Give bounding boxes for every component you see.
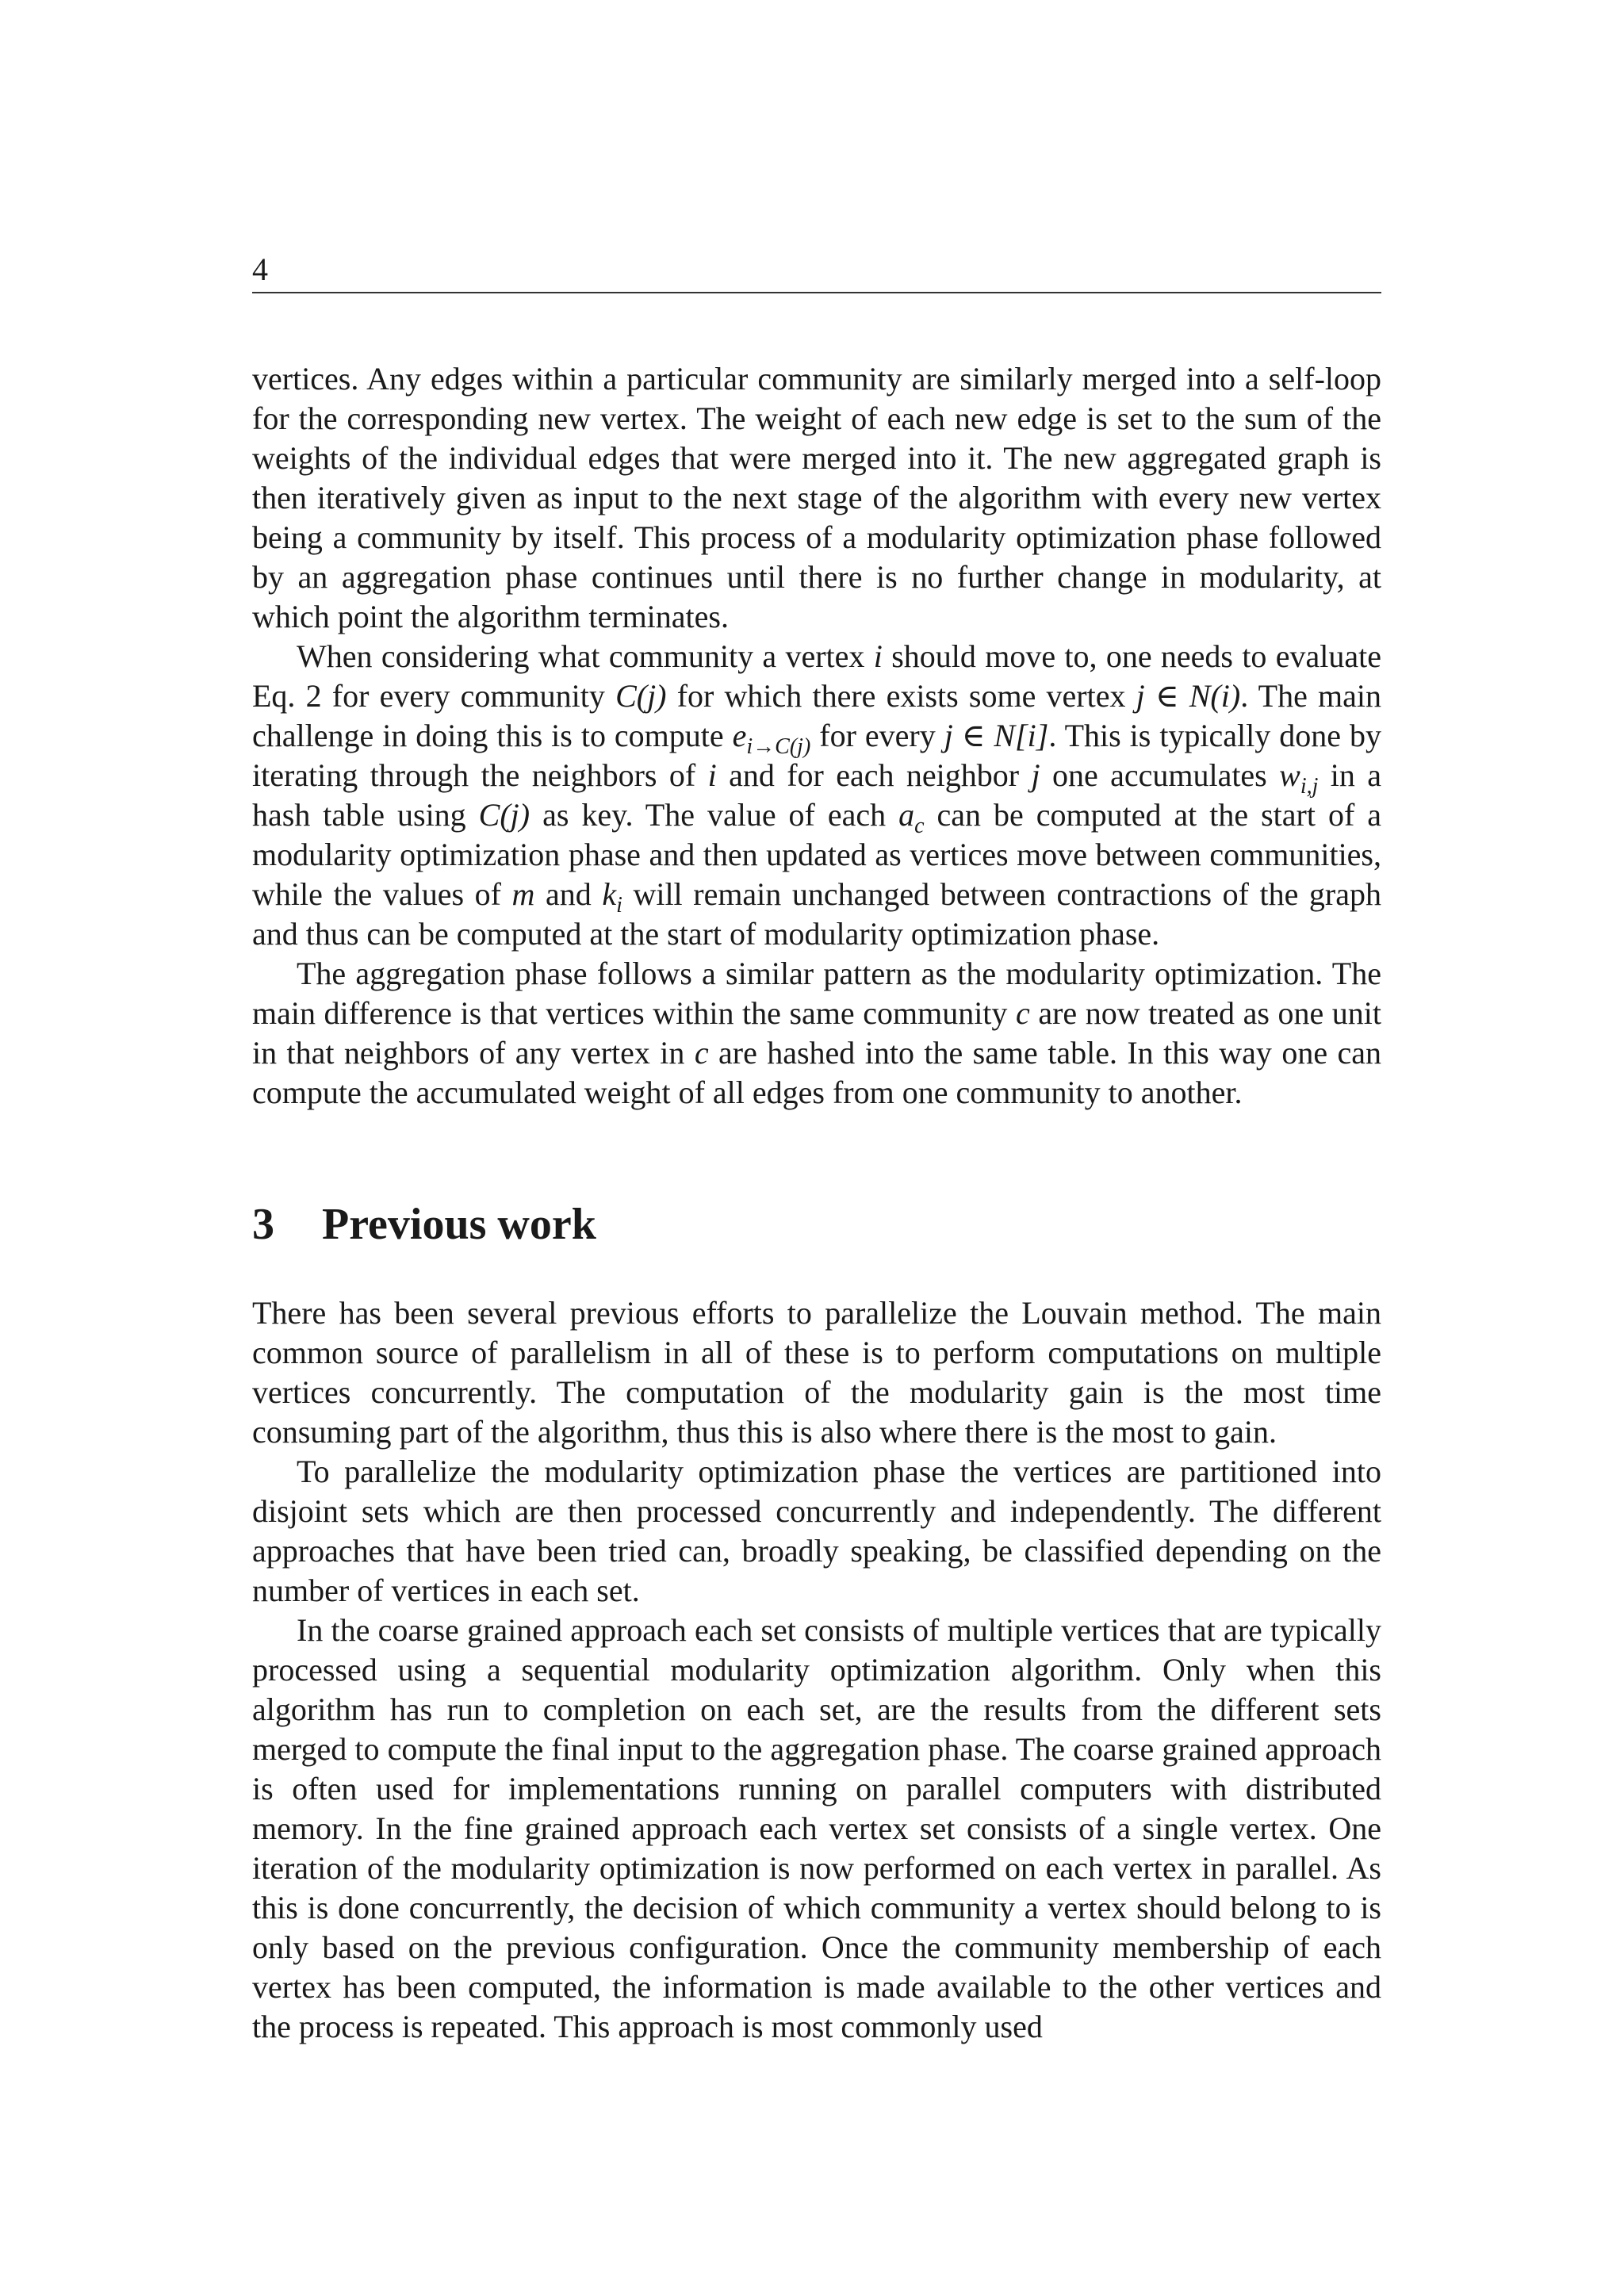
- paragraph-coarse-fine-grained: In the coarse grained approach each set consists of multiple vertices that are typically processed using a sequential modularity optimization algorithm. Only when this algorithm has run to completion on each set, are the results from the different sets merged to compute the final input to the aggregation phase. The coarse grained approach is often used for implementations running on parallel computers with distributed memory. In the fine grained approach each vertex set consists of a single vertex. One iteration of the modularity optimization is now performed on each vertex in parallel. As this is done concurrently, the decision of which community a vertex should belong to is only based on the previous configuration. Once the community membership of each vertex has been computed, the information is made available to the other vertices and the process is repeated. This approach is most commonly used: [252, 1612, 1381, 2044]
- paragraph-community-move: [252, 637, 1381, 954]
- text-run: are hashed into the same table. In this way one can compute the accumulated weight of all edges from one community to another.: [252, 1035, 1381, 1110]
- paragraph-partitioning: To parallelize the modularity optimization phase the vertices are partitioned into disjoint sets which are then processed concurrently and independently. The different approaches that have been tried can, broadly speaking, be classified depending on the number of vertices in each set.: [252, 1454, 1381, 1608]
- text-run: can be computed at the start of a modularity optimization phase and then updated as vertices move between communities, while the values of: [252, 797, 1382, 912]
- math-k: k: [602, 876, 617, 912]
- math-e-subscript: i→C(j): [746, 734, 811, 759]
- section-heading: [252, 1198, 1381, 1251]
- math-a-subscript: c: [914, 814, 925, 838]
- text-run: as key. The value of each: [530, 797, 899, 833]
- page-body: [252, 359, 1381, 2047]
- text-run: for which there exists some vertex: [666, 678, 1136, 714]
- text-run: . This is typically done by iterating through the neighbors of: [252, 718, 1381, 793]
- math-k-subscript: i: [616, 893, 622, 918]
- math-e: e: [732, 718, 747, 753]
- math-cj: C(j): [478, 797, 530, 833]
- math-i: i: [707, 757, 717, 793]
- text-run: will remain unchanged between contractions of the graph and thus can be computed at the start of modularity optimization phase.: [252, 876, 1381, 952]
- text-run: and for each neighbor: [716, 757, 1032, 793]
- text-run: . The main challenge in doing this is to compute: [252, 678, 1382, 753]
- text-run: and: [534, 876, 603, 912]
- math-a: a: [898, 797, 915, 833]
- math-m: m: [511, 876, 535, 912]
- paragraph-aggregation-intro: vertices. Any edges within a particular community are similarly merged into a self-loop for the corresponding new vertex. The weight of each new edge is set to the sum of the weights of the individual edges that were merged into it. The new aggregated graph is then iteratively given as input to the next stage of the algorithm with every new vertex being a community by itself. This process of a modularity optimization phase followed by an aggregation phase continues until there is no further change in modularity, at which point the algorithm terminates.: [252, 361, 1381, 634]
- text-run: When considering what community a vertex: [297, 638, 874, 674]
- paragraph-aggregation-phase: [252, 954, 1381, 1113]
- math-j-in-n-bracket-i: j ∈ N[i]: [944, 718, 1049, 753]
- text-run: are now treated as one unit in that neighbors of any vertex in: [252, 995, 1382, 1071]
- text-run: should move to, one needs to evaluate Eq. 2 for every community: [252, 638, 1381, 714]
- math-w-subscript: i,j: [1300, 774, 1319, 799]
- section-number: 3: [252, 1200, 274, 1249]
- section-title: Previous work: [322, 1200, 596, 1249]
- math-c: c: [1016, 995, 1030, 1031]
- math-c: c: [694, 1035, 709, 1071]
- text-run: The aggregation phase follows a similar pattern as the modularity optimization. The main difference is that vertices within the same community: [252, 956, 1381, 1031]
- text-run: for every: [810, 718, 944, 753]
- math-j: j: [1031, 757, 1040, 793]
- math-w: w: [1279, 757, 1300, 793]
- page-number: 4: [252, 251, 268, 287]
- paragraph-previous-efforts: There has been several previous efforts to parallelize the Louvain method. The main common source of parallelism in all of these is to perform computations on multiple vertices concurrently. The computation of the modularity gain is the most time consuming part of the algorithm, thus this is also where there is the most to gain.: [252, 1295, 1381, 1450]
- text-run: one accumulates: [1040, 757, 1280, 793]
- math-j-in-ni: j ∈ N(i): [1136, 678, 1241, 714]
- text-run: in a hash table using: [252, 757, 1382, 833]
- page-header: [252, 251, 1381, 293]
- math-cj: C(j): [615, 678, 667, 714]
- math-i: i: [873, 638, 883, 674]
